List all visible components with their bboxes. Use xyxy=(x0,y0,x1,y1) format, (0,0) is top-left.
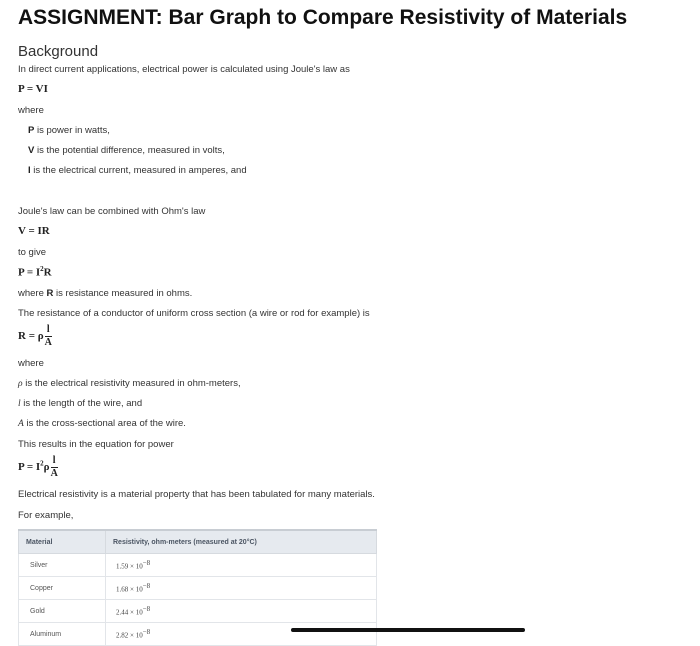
cell-material: Silver xyxy=(19,554,106,577)
definition-text: is the potential difference, measured in volts, xyxy=(34,145,225,156)
fraction-denominator: A xyxy=(50,468,58,479)
eq-rho: ρ xyxy=(43,461,50,474)
value-exponent: −8 xyxy=(142,605,151,614)
definition-symbol: P xyxy=(28,125,35,136)
text-fragment: is resistance measured in ohms. xyxy=(53,288,193,299)
definition-p xyxy=(28,125,110,136)
fraction xyxy=(51,456,58,479)
definition-text: is the length of the wire, and xyxy=(20,398,143,409)
definition-text: is the electrical current, measured in amperes, and xyxy=(30,165,247,176)
equation-v-ir: V = IR xyxy=(18,225,50,237)
value-exponent: −8 xyxy=(142,582,151,591)
resistance-text: The resistance of a conductor of uniform cross section (a wire or rod for example) is xyxy=(18,308,370,319)
eq-lhs: P = I xyxy=(18,461,41,474)
definition-symbol: V xyxy=(28,145,35,156)
definition-a xyxy=(18,418,186,429)
definition-l xyxy=(18,398,142,409)
definition-text: is power in watts, xyxy=(34,125,110,136)
value-exponent: −8 xyxy=(142,559,151,568)
value-exponent: −8 xyxy=(142,628,151,637)
cell-resistivity xyxy=(106,600,377,623)
cell-material: Gold xyxy=(19,600,106,623)
cell-resistivity xyxy=(106,577,377,600)
equation-p-vi: P = VI xyxy=(18,83,48,95)
table-row xyxy=(19,577,377,600)
table-row xyxy=(19,623,377,646)
value-mantissa: 1.59 × 10 xyxy=(116,562,143,571)
definition-text: is the electrical resistivity measured in ohm-meters, xyxy=(22,378,241,389)
where-label: where xyxy=(18,105,44,116)
equation-power-resistivity xyxy=(18,456,58,479)
table-row xyxy=(19,554,377,577)
value-mantissa: 1.68 × 10 xyxy=(116,585,143,594)
eq-exponent: 2 xyxy=(40,459,44,468)
table-row xyxy=(19,600,377,623)
definition-symbol: ρ xyxy=(18,379,23,389)
eq-rhs: R xyxy=(43,266,52,279)
results-text: This results in the equation for power xyxy=(18,439,174,450)
where-label-2: where xyxy=(18,358,44,369)
definition-symbol: A xyxy=(18,419,24,429)
page-title: ASSIGNMENT: Bar Graph to Compare Resistivity of Materials xyxy=(18,6,628,29)
cell-resistivity xyxy=(106,623,377,646)
value-mantissa: 2.82 × 10 xyxy=(116,631,143,640)
table-header-row xyxy=(19,530,377,554)
definition-symbol: I xyxy=(28,165,31,176)
cell-material: Aluminum xyxy=(19,623,106,646)
eq-lhs: P = I xyxy=(18,266,41,279)
column-header-material: Material xyxy=(19,530,106,554)
to-give-text: to give xyxy=(18,247,46,258)
fraction-numerator: l xyxy=(45,325,52,337)
definition-v xyxy=(28,145,225,156)
definition-symbol: R xyxy=(46,288,54,299)
text-fragment: where xyxy=(18,288,47,299)
home-indicator[interactable] xyxy=(291,628,525,632)
value-mantissa: 2.44 × 10 xyxy=(116,608,143,617)
fraction-numerator: l xyxy=(51,456,58,468)
eq-lhs: R = ρ xyxy=(18,330,44,343)
fraction-denominator: A xyxy=(44,337,52,348)
eq-exponent: 2 xyxy=(40,265,44,273)
equation-p-i2r xyxy=(18,265,52,279)
definition-symbol: l xyxy=(18,399,21,409)
intro-text: In direct current applications, electrical power is calculated using Joule's law as xyxy=(18,64,350,75)
cell-material: Copper xyxy=(19,577,106,600)
where-r-text xyxy=(18,288,192,299)
property-text: Electrical resistivity is a material property that has been tabulated for many materials. xyxy=(18,489,375,500)
definition-i xyxy=(28,165,247,176)
fraction xyxy=(45,325,52,348)
definition-rho xyxy=(18,378,241,389)
example-text: For example, xyxy=(18,510,74,521)
column-header-resistivity: Resistivity, ohm-meters (measured at 20°C) xyxy=(106,530,377,554)
definition-text: is the cross-sectional area of the wire. xyxy=(23,418,186,429)
section-heading: Background xyxy=(18,43,99,60)
ohm-text: Joule's law can be combined with Ohm's law xyxy=(18,206,206,217)
cell-resistivity xyxy=(106,554,377,577)
equation-resistance xyxy=(18,325,52,348)
